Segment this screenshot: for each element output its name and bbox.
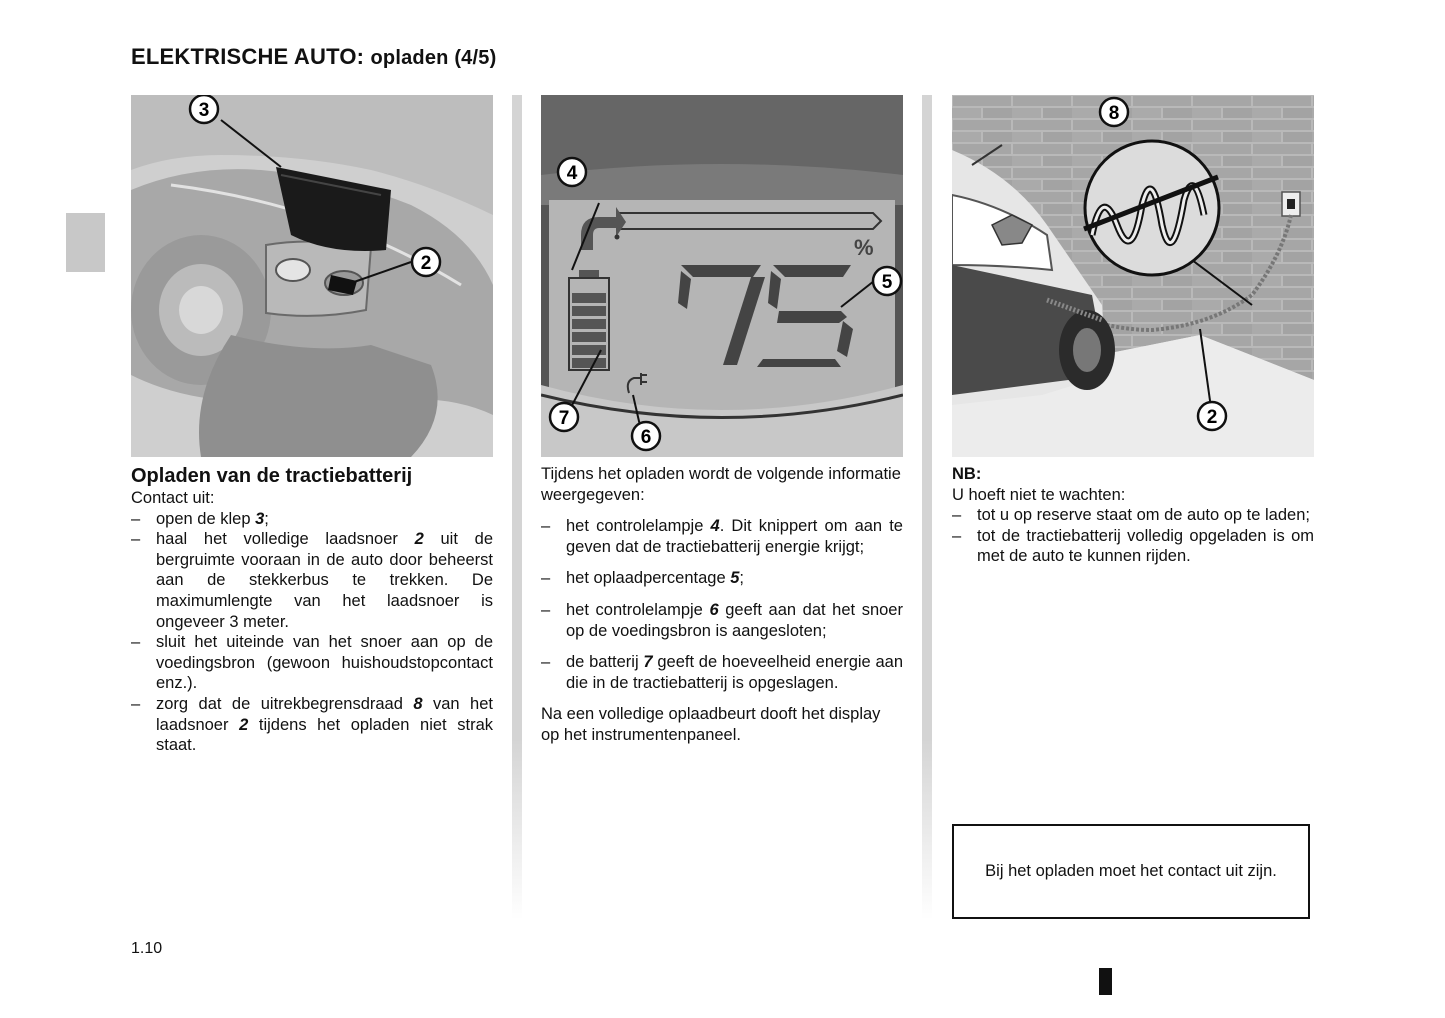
- col2-outro: Na een volledige oplaadbeurt dooft het display op het instrumentenpaneel.: [541, 705, 881, 744]
- column-separator-1: [512, 95, 522, 920]
- list-item: – haal het volledige laadsnoer 2 uit de bergruimte vooraan in de auto door beheerst aan de stekkerbus te trekken. De maximumlengte van het laadsnoer is ongeveer 3 meter.: [131, 529, 493, 632]
- col2-list: [541, 516, 903, 693]
- callout-3: 3: [198, 100, 210, 121]
- section-heading: Opladen van de tractiebatterij: [131, 465, 413, 487]
- end-of-section-marker: [1099, 968, 1112, 995]
- callout-8: 8: [1108, 103, 1120, 124]
- list-item: – sluit het uiteinde van het snoer aan op de voedingsbron (gewoon huishoudstopcontact enz.).: [131, 632, 493, 694]
- callout-2: 2: [420, 253, 432, 274]
- warning-box: [952, 824, 1310, 919]
- page-title: [131, 44, 496, 70]
- list-item: – open de klep 3;: [131, 509, 493, 530]
- nb-intro: U hoeft niet te wachten:: [952, 485, 1126, 504]
- list-item: – de batterij 7 geeft de hoeveelheid energie aan die in de tractiebatterij is opgeslagen.: [541, 652, 903, 693]
- callout-4: 4: [566, 163, 578, 184]
- list-item: – het oplaadpercentage 5;: [541, 568, 903, 589]
- list-item: – tot de tractiebatterij volledig opgeladen is om met de auto te kunnen rijden.: [952, 526, 1314, 567]
- col3-list: [952, 505, 1314, 567]
- page-number: 1.10: [131, 940, 163, 957]
- col1-intro: Contact uit:: [131, 489, 215, 507]
- callout-7: 7: [558, 408, 570, 429]
- column-2-text: [541, 464, 903, 746]
- column-3-text: [952, 464, 1314, 567]
- figure-car-wall-socket: [952, 95, 1314, 457]
- list-item: – zorg dat de uitrekbegrensdraad 8 van het laadsnoer 2 tijdens het opladen niet strak staat.: [131, 694, 493, 756]
- warning-box-text: Bij het opladen moet het contact uit zijn.: [985, 862, 1277, 880]
- figure-car-wall-socket-illustration: [952, 95, 1314, 457]
- list-item: – het controlelampje 4. Dit knippert om aan te geven dat de tractiebatterij energie krijgt;: [541, 516, 903, 557]
- figure-charging-flap-illustration: [131, 95, 493, 457]
- figure-instrument-display-illustration: [541, 95, 903, 457]
- title-subtitle: opladen (4/5): [370, 47, 497, 69]
- column-separator-2: [922, 95, 932, 920]
- nb-label: NB:: [952, 465, 982, 483]
- callout-6: 6: [640, 427, 652, 448]
- col1-list: [131, 509, 493, 756]
- callout-5: 5: [881, 272, 893, 293]
- column-1-text: [131, 464, 493, 756]
- figure-instrument-display: [541, 95, 903, 457]
- col2-intro: Tijdens het opladen wordt de volgende informatie weergegeven:: [541, 465, 901, 504]
- section-tab-marker: [66, 213, 105, 272]
- callout-2-fig3: 2: [1206, 407, 1218, 428]
- figure-charging-flap: [131, 95, 493, 457]
- display-unit: %: [854, 235, 874, 260]
- list-item: – het controlelampje 6 geeft aan dat het snoer op de voedingsbron is aangesloten;: [541, 600, 903, 641]
- list-item: – tot u op reserve staat om de auto op te laden;: [952, 505, 1314, 526]
- title-bold: ELEKTRISCHE AUTO:: [131, 44, 365, 69]
